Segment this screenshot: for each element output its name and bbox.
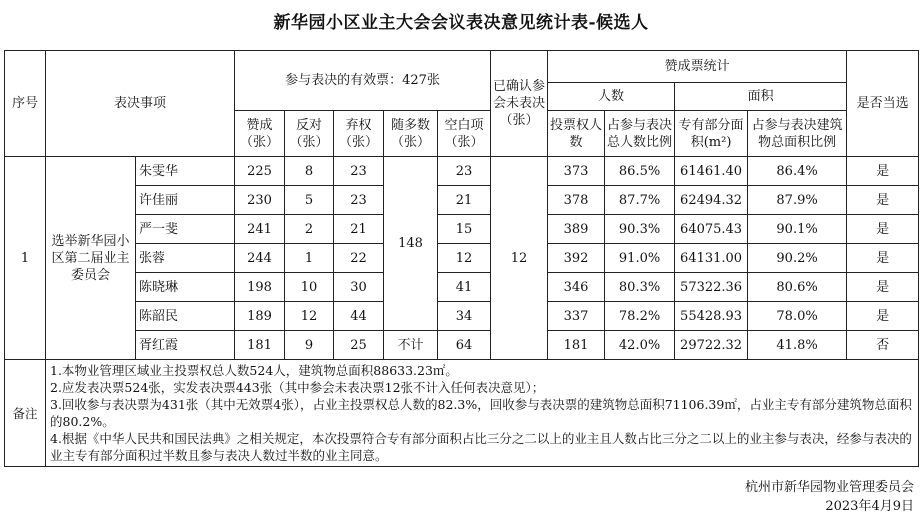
cell-area: 61461.40 (675, 157, 748, 186)
cell-blank: 41 (438, 273, 491, 302)
notes-row (5, 360, 919, 467)
col-approve: 赞成（张） (235, 111, 285, 157)
cell-voting-persons: 378 (548, 186, 605, 215)
header-approve-stats: 赞成票统计 (548, 51, 847, 83)
col-persons-ratio: 占参与表决总人数比例 (605, 111, 675, 157)
col-blank: 空白项（张） (438, 111, 491, 157)
candidate-name: 许佳丽 (136, 186, 235, 215)
cell-blank: 12 (438, 244, 491, 273)
cell-area-ratio: 41.8% (748, 331, 847, 360)
cell-abstain: 23 (334, 186, 384, 215)
cell-voting-persons: 181 (548, 331, 605, 360)
cell-approve: 241 (235, 215, 285, 244)
footer-org: 杭州市新华园物业管理委员会 (744, 480, 914, 495)
cell-persons-ratio: 87.7% (605, 186, 675, 215)
candidate-name: 胥红霞 (136, 331, 235, 360)
cell-area: 55428.93 (675, 302, 748, 331)
note-line: 4.根据《中华人民共和国民法典》之相关规定，本次投票符合专有部分面积占比三分之二以上的业主且人数占比三分之二以上的业主参与表决，经参与表决的业主专有部分面积过半数且参与表决人数过半数的业主同意。 (50, 431, 912, 463)
cell-area-ratio: 90.1% (748, 215, 847, 244)
cell-voting-persons: 373 (548, 157, 605, 186)
cell-blank: 34 (438, 302, 491, 331)
cell-blank: 23 (438, 157, 491, 186)
note-line: 1.本物业管理区域业主投票权总人数524人，建筑物总面积88633.23㎡。 (50, 363, 458, 378)
col-area-ratio: 占参与表决建筑物总面积比例 (748, 111, 847, 157)
cell-area-ratio: 90.2% (748, 244, 847, 273)
cell-persons-ratio: 80.3% (605, 273, 675, 302)
cell-persons-ratio: 91.0% (605, 244, 675, 273)
header-seq: 序号 (5, 51, 46, 157)
header-persons: 人数 (548, 83, 675, 111)
col-exclusive-area: 专有部分面积(m²) (675, 111, 748, 157)
cell-approve: 198 (235, 273, 285, 302)
cell-abstain: 44 (334, 302, 384, 331)
cell-against: 1 (285, 244, 334, 273)
cell-voting-persons: 389 (548, 215, 605, 244)
cell-abstain: 23 (334, 157, 384, 186)
item-name: 选举新华园小区第二届业主委员会 (46, 157, 136, 360)
table-row (5, 186, 919, 215)
cell-abstain: 30 (334, 273, 384, 302)
note-line: 3.回收参与表决票为431张（其中无效票4张），占业主投票权总人数的82.3%，回收参与表决票的建筑物总面积71106.39㎡，占业主专有部分建筑物总面积的80.2%。 (50, 397, 912, 429)
candidate-name: 张蓉 (136, 244, 235, 273)
cell-approve: 225 (235, 157, 285, 186)
table-row (5, 244, 919, 273)
cell-blank: 15 (438, 215, 491, 244)
cell-approve: 181 (235, 331, 285, 360)
cell-elected: 是 (847, 244, 919, 273)
cell-area-ratio: 86.4% (748, 157, 847, 186)
col-voting-persons: 投票权人数 (548, 111, 605, 157)
cell-persons-ratio: 86.5% (605, 157, 675, 186)
cell-area: 64075.43 (675, 215, 748, 244)
cell-abstain: 22 (334, 244, 384, 273)
cell-elected: 是 (847, 273, 919, 302)
col-against: 反对（张） (285, 111, 334, 157)
cell-against: 10 (285, 273, 334, 302)
cell-area-ratio: 80.6% (748, 273, 847, 302)
cell-abstain: 21 (334, 215, 384, 244)
cell-follow-majority: 不计 (384, 331, 438, 360)
page-title: 新华园小区业主大会会议表决意见统计表-候选人 (273, 13, 649, 33)
header-valid-votes: 参与表决的有效票：427张 (235, 51, 491, 111)
cell-approve: 230 (235, 186, 285, 215)
candidate-name: 严一斐 (136, 215, 235, 244)
notes-content (46, 360, 919, 467)
cell-area: 57322.36 (675, 273, 748, 302)
cell-voting-persons: 392 (548, 244, 605, 273)
cell-persons-ratio: 78.2% (605, 302, 675, 331)
cell-elected: 是 (847, 157, 919, 186)
item-seq: 1 (5, 157, 46, 360)
cell-voting-persons: 346 (548, 273, 605, 302)
cell-elected: 是 (847, 302, 919, 331)
cell-persons-ratio: 42.0% (605, 331, 675, 360)
header-elected: 是否当选 (847, 51, 919, 157)
cell-approve: 244 (235, 244, 285, 273)
candidate-name: 陈晓琳 (136, 273, 235, 302)
cell-follow-majority: 148 (384, 157, 438, 331)
candidate-name: 陈韶民 (136, 302, 235, 331)
cell-elected: 是 (847, 186, 919, 215)
note-line: 2.应发表决票524张，实发表决票443张（其中参会未表决票12张不计入任何表决意见）； (50, 380, 545, 395)
cell-against: 8 (285, 157, 334, 186)
table-row (5, 215, 919, 244)
table-row (5, 157, 919, 186)
table-row (5, 302, 919, 331)
cell-area-ratio: 78.0% (748, 302, 847, 331)
candidate-name: 朱雯华 (136, 157, 235, 186)
cell-against: 12 (285, 302, 334, 331)
table-row (5, 331, 919, 360)
cell-area: 62494.32 (675, 186, 748, 215)
cell-area-ratio: 87.9% (748, 186, 847, 215)
cell-persons-ratio: 90.3% (605, 215, 675, 244)
header-confirmed-not-voted: 已确认参会未表决（张） (491, 51, 548, 157)
cell-elected: 否 (847, 331, 919, 360)
cell-voting-persons: 337 (548, 302, 605, 331)
table-row (5, 273, 919, 302)
cell-elected: 是 (847, 215, 919, 244)
vote-table (4, 50, 919, 467)
cell-confirmed: 12 (491, 157, 548, 360)
cell-blank: 21 (438, 186, 491, 215)
col-follow-majority: 随多数（张） (384, 111, 438, 157)
cell-area: 64131.00 (675, 244, 748, 273)
notes-label: 备注 (5, 360, 46, 467)
footer-date: 2023年4月9日 (825, 499, 914, 514)
col-abstain: 弃权（张） (334, 111, 384, 157)
cell-blank: 64 (438, 331, 491, 360)
cell-against: 2 (285, 215, 334, 244)
cell-area: 29722.32 (675, 331, 748, 360)
cell-against: 5 (285, 186, 334, 215)
header-item: 表决事项 (46, 51, 235, 157)
cell-approve: 189 (235, 302, 285, 331)
cell-abstain: 25 (334, 331, 384, 360)
header-area: 面积 (675, 83, 847, 111)
cell-against: 9 (285, 331, 334, 360)
